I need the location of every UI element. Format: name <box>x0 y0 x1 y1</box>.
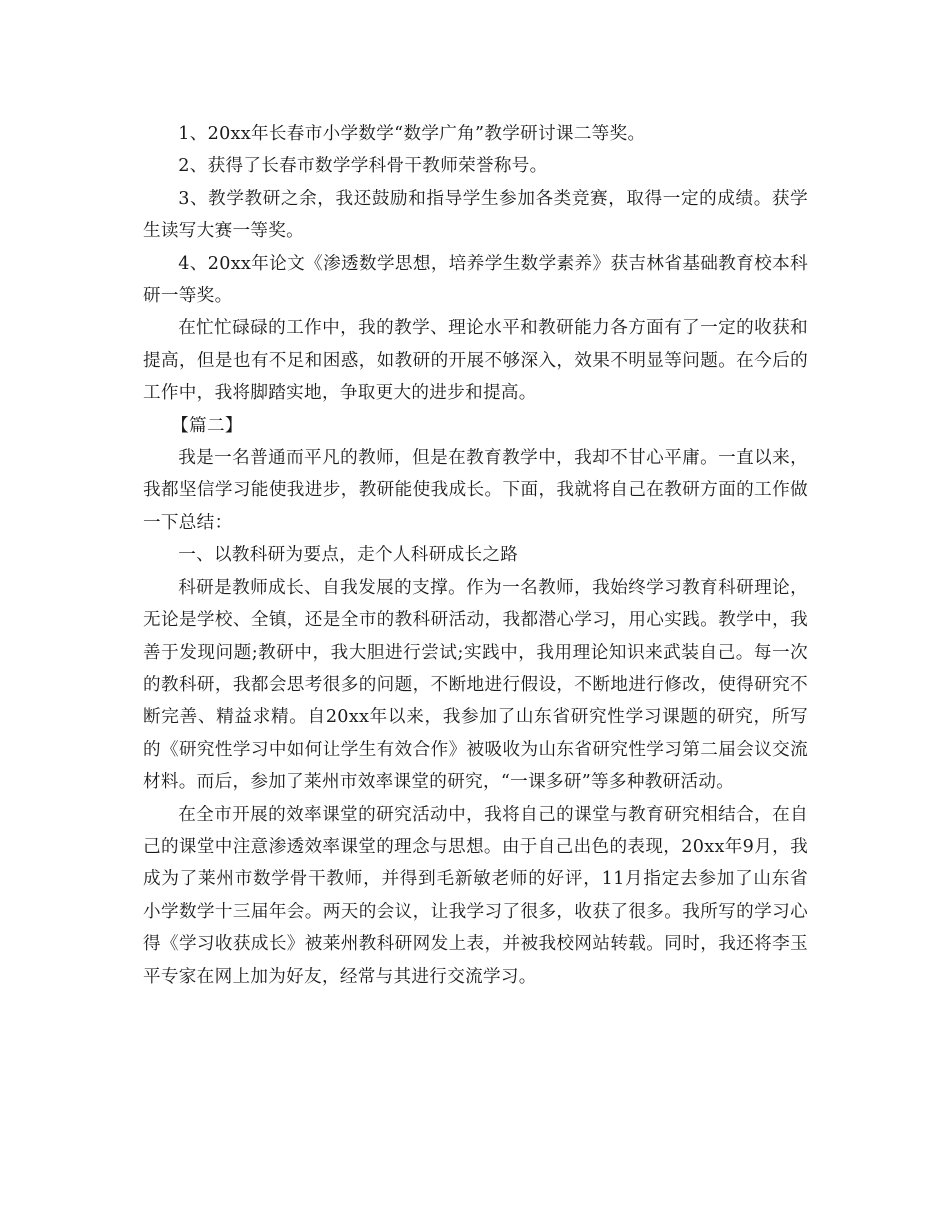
document-body <box>143 118 808 993</box>
award-item-1: 1、20xx年长春市小学数学“数学广角”教学研讨课二等奖。 <box>178 124 646 144</box>
award-item-4: 4、20xx年论文《渗透数学思想，培养学生数学素养》获吉林省基础教育校本科研一等奖。 <box>143 253 808 307</box>
summary-paragraph: 在忙忙碌碌的工作中，我的教学、理论水平和教研能力各方面有了一定的收获和提高，但是也有不足和困惑，如教研的开展不够深入，效果不明显等问题。在今后的工作中，我将脚踏实地，争取更大的进步和提高。 <box>143 318 808 404</box>
intro-paragraph: 我是一名普通而平凡的教师，但是在教育教学中，我却不甘心平庸。一直以来，我都坚信学习能使我进步，教研能使我成长。下面，我就将自己在教研方面的工作做一下总结： <box>143 448 808 533</box>
subheading-research: 一、以教科研为要点，走个人科研成长之路 <box>178 545 519 566</box>
award-item-2: 2、获得了长春市数学学科骨干教师荣誉称号。 <box>178 156 548 177</box>
award-item-3: 3、教学教研之余，我还鼓励和指导学生参加各类竞赛，取得一定的成绩。获学生读写大赛一等奖。 <box>143 188 808 242</box>
section-heading: 【篇二】 <box>171 415 243 436</box>
efficiency-paragraph: 在全市开展的效率课堂的研究活动中，我将自己的课堂与教育研究相结合，在自己的课堂中注意渗透效率课堂的理念与思想。由于自己出色的表现，20xx年9月，我成为了莱州市数学骨干教师，并得到毛新敏老师的好评，11月指定去参加了山东省小学数学十三届年会。两天的会议，让我学习了很多，收获了很多。我所写的学习心得《学习收获成长》被莱州教科研网发上表，并被我校网站转载。同时，我还将李玉平专家在网上加为好友，经常与其进行交流学习。 <box>143 804 808 987</box>
research-paragraph: 科研是教师成长、自我发展的支撑。作为一名教师，我始终学习教育科研理论，无论是学校、全镇，还是全市的教科研活动，我都潜心学习，用心实践。教学中，我善于发现问题;教研中，我大胆进行尝试;实践中，我用理论知识来武装自己。每一次的教科研，我都会思考很多的问题，不断地进行假设，不断地进行修改，使得研究不断完善、精益求精。自20xx年以来，我参加了山东省研究性学习课题的研究，所写的《研究性学习中如何让学生有效合作》被吸收为山东省研究性学习第二届会议交流材料。而后，参加了莱州市效率课堂的研究，“一课多研”等多种教研活动。 <box>143 577 808 793</box>
